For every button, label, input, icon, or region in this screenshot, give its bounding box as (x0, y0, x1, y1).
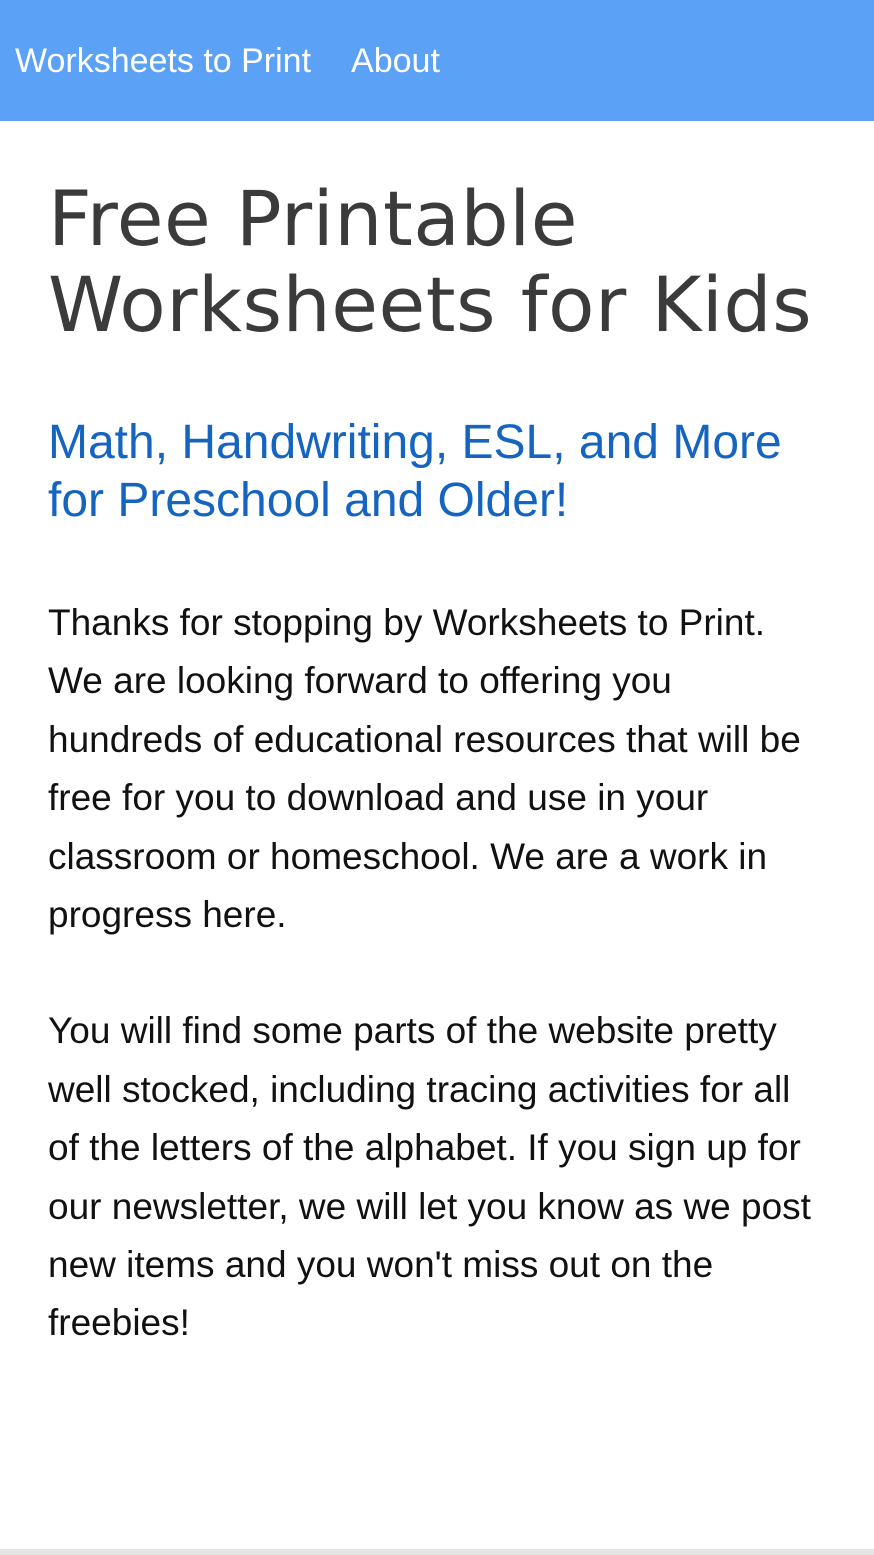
top-navigation-bar (0, 0, 874, 121)
intro-paragraph: You will find some parts of the website pretty well stocked, including tracing activities for all of the letters of the alphabet. If you sign up for our newsletter, we will let you know as we post new items and you won't miss out on the freebies! (48, 1010, 811, 1344)
nav-link-worksheets-to-print[interactable]: Worksheets to Print (15, 41, 312, 80)
intro-paragraph: Thanks for stopping by Worksheets to Print. We are looking forward to offering you hundreds of educational resources that will be free for you to download and use in your classroom or homeschool. We are a work in progress here. (48, 602, 801, 936)
nav-link-about[interactable]: About (351, 41, 440, 80)
bottom-divider (0, 1549, 874, 1555)
page-title: Free Printable Worksheets for Kids (48, 174, 813, 349)
main-content (0, 121, 874, 1353)
page-subtitle: Math, Handwriting, ESL, and More for Preschool and Older! (48, 416, 782, 527)
